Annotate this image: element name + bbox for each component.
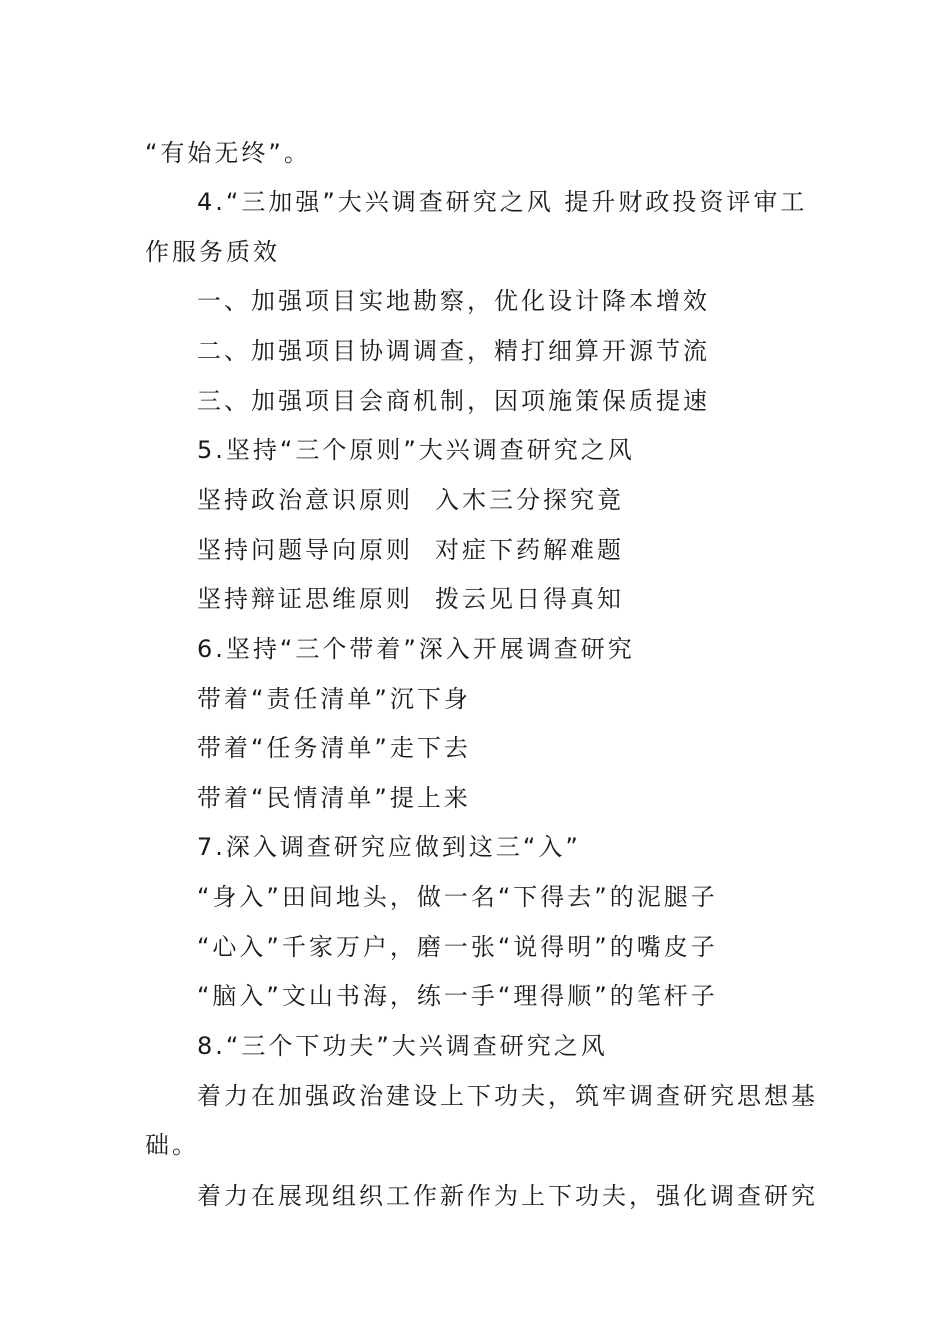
text-line: “有始无终”。 (145, 139, 311, 167)
text-line: 作服务质效 (145, 238, 280, 266)
section-heading: 5.坚持“三个原则”大兴调查研究之风 (197, 436, 635, 464)
paragraph-line: 着力在展现组织工作新作为上下功夫，强化调查研究 (197, 1182, 818, 1210)
paragraph-line: 础。 (145, 1131, 199, 1159)
section-heading: 6.坚持“三个带着”深入开展调查研究 (197, 635, 635, 663)
section-heading: 4.“三加强”大兴调查研究之风 提升财政投资评审工 (197, 188, 808, 216)
paragraph-line: 着力在加强政治建设上下功夫，筑牢调查研究思想基 (197, 1082, 818, 1110)
list-item (197, 535, 624, 565)
list-item-principle: 坚持辩证思维原则 (197, 585, 413, 613)
list-item: 带着“责任清单”沉下身 (197, 685, 471, 713)
section-heading: 7.深入调查研究应做到这三“入” (197, 833, 581, 861)
list-item-principle: 坚持政治意识原则 (197, 486, 413, 514)
list-item-phrase: 对症下药解难题 (435, 536, 624, 564)
list-item: 三、加强项目会商机制，因项施策保质提速 (197, 387, 710, 415)
list-item: “身入”田间地头，做一名“下得去”的泥腿子 (197, 883, 718, 911)
list-item: 带着“民情清单”提上来 (197, 784, 471, 812)
list-item: “脑入”文山书海，练一手“理得顺”的笔杆子 (197, 982, 718, 1010)
list-item (197, 584, 624, 614)
list-item: 一、加强项目实地勘察，优化设计降本增效 (197, 287, 710, 315)
list-item-phrase: 拨云见日得真知 (435, 585, 624, 613)
list-item-phrase: 入木三分探究竟 (435, 486, 624, 514)
section-heading: 8.“三个下功夫”大兴调查研究之风 (197, 1032, 608, 1060)
list-item (197, 485, 624, 515)
list-item: 带着“任务清单”走下去 (197, 734, 471, 762)
list-item: “心入”千家万户，磨一张“说得明”的嘴皮子 (197, 933, 718, 961)
list-item-principle: 坚持问题导向原则 (197, 536, 413, 564)
list-item: 二、加强项目协调调查，精打细算开源节流 (197, 337, 710, 365)
